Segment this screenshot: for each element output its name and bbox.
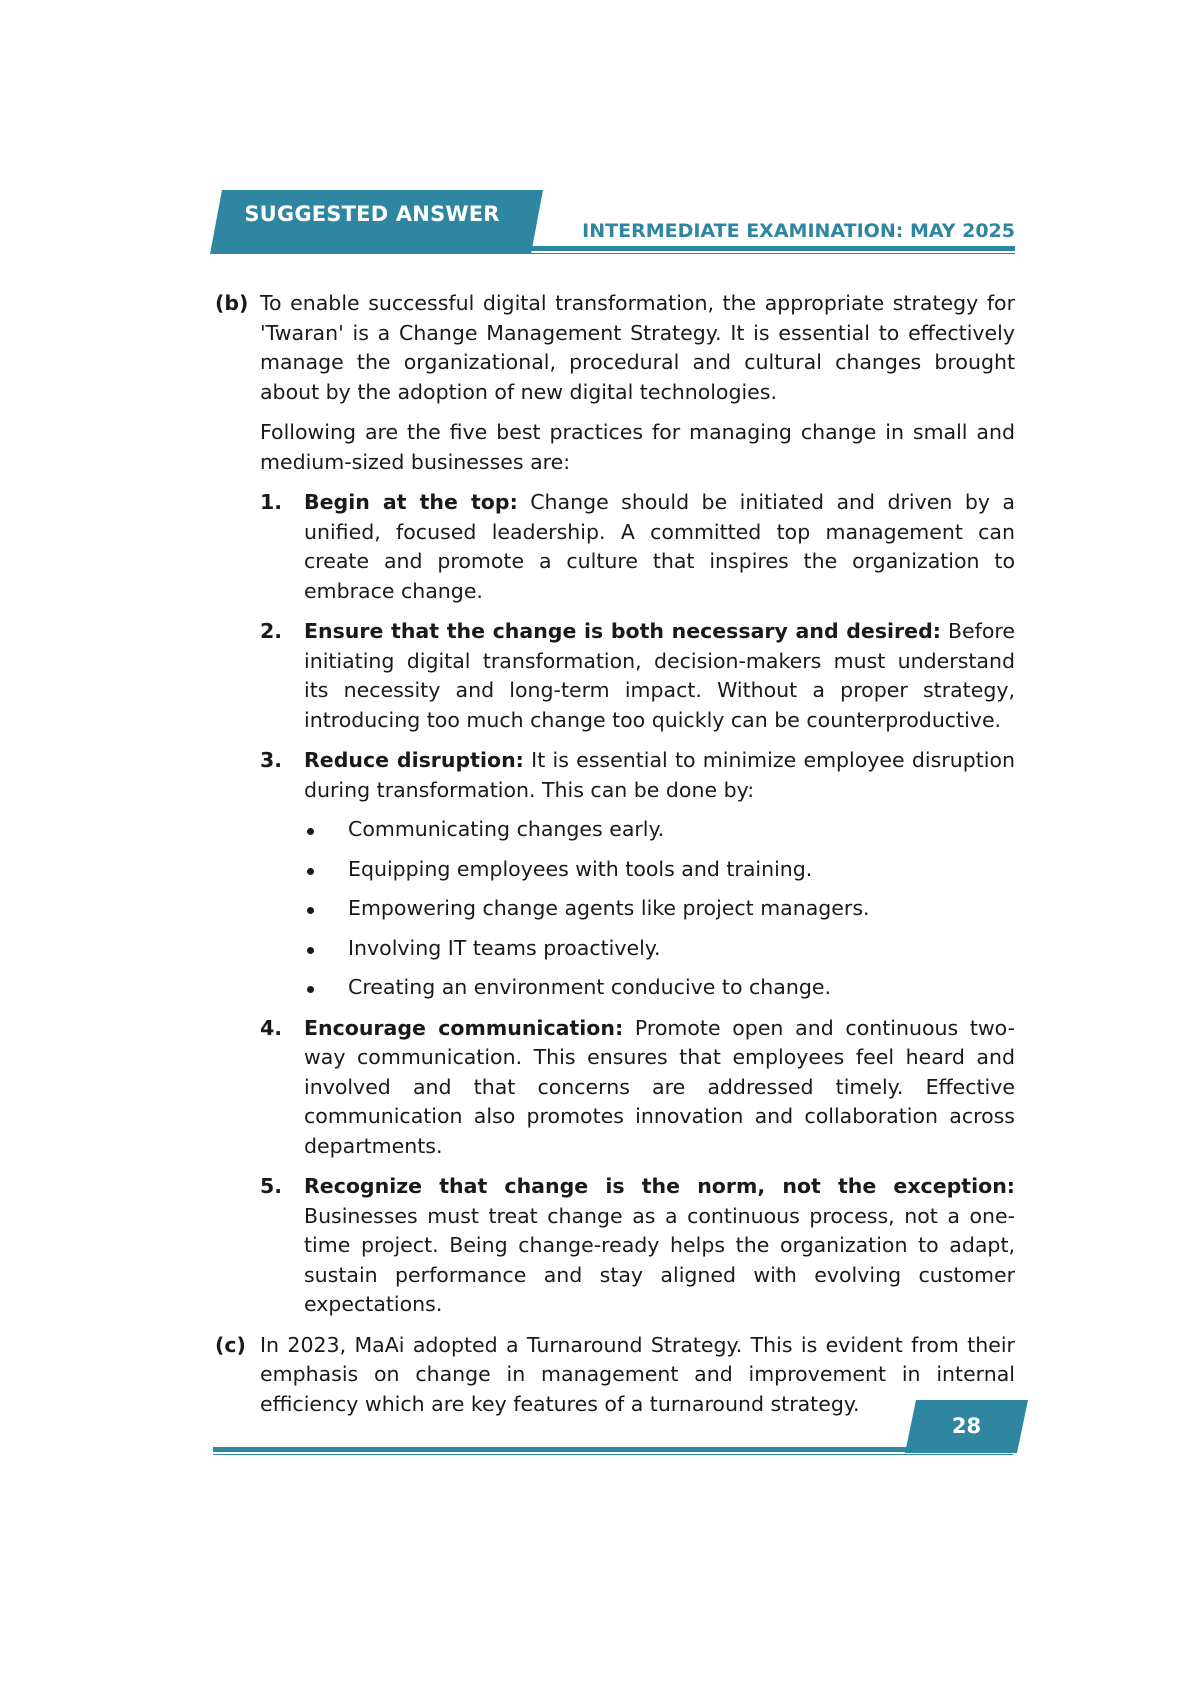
footer-rule-thin [213,1454,1013,1455]
list-item: Equipping employees with tools and training. [304,855,1015,885]
practice-text: It is essential to minimize employee disruption during transformation. This can be done by: [304,748,1015,802]
practice-number: 2. [260,619,283,643]
section-c-text: In 2023, MaAi adopted a Turnaround Strategy. This is evident from their emphasis on change in management and improvement in internal efficiency which are key features of a turnaround strategy. [260,1332,1015,1416]
practice-text: Before initiating digital transformation, decision-makers must understand its necessity and long-term impact. Without a proper strategy, introducing too much change too quickly can be counterproductive. [304,619,1015,732]
bullet-icon [307,907,314,914]
section-b-intro: To enable successful digital transformation, the appropriate strategy for 'Twaran' is a Change Management Strategy. It is essential to effectively manage the organizational, procedural and cultural changes brought about by the adoption of new digital technologies. [260,291,1015,404]
section-b-lead: Following are the five best practices for managing change in small and medium-sized businesses are: [260,420,1015,474]
practice-number: 4. [260,1015,283,1040]
practice-text: Businesses must treat change as a continuous process, not a one-time project. Being change-ready helps the organization to adapt, sustain performance and stay aligned with evolving customer expectations. [304,1203,1015,1316]
list-item: Empowering change agents like project managers. [304,894,1015,924]
practice-number: 3. [260,748,283,772]
bullet-icon [307,828,314,835]
practice-item-4 [260,1014,1015,1162]
page-number: 28 [951,1414,982,1438]
disruption-bullet-list [304,815,1015,1003]
page-footer [213,1400,1028,1460]
practice-title: Encourage communication: [304,1015,624,1040]
practice-item-3 [260,746,1015,1003]
practice-item-2 [260,617,1015,735]
exam-title: INTERMEDIATE EXAMINATION: MAY 2025 [582,220,1015,242]
section-c-label: (c) [215,1332,246,1357]
practice-text: Change should be initiated and driven by a unified, focused leadership. A committed top management can create and promote a culture that inspires the organization to embrace change. [304,490,1015,603]
suggested-answer-label: SUGGESTED ANSWER [244,202,500,226]
practice-title: Recognize that change is the norm, not the exception: [304,1174,1015,1198]
section-b-label: (b) [215,291,249,315]
footer-rule [213,1447,1013,1452]
bullet-icon [307,986,314,993]
practice-title: Ensure that the change is both necessary and desired: [304,619,941,643]
section-b [215,289,1015,1320]
list-item: Involving IT teams proactively. [304,934,1015,964]
header-rule [526,246,1015,251]
practice-title: Reduce disruption: [304,748,524,772]
answer-content [215,289,1015,1430]
practice-item-1 [260,488,1015,606]
practice-title: Begin at the top: [304,490,518,514]
header-rule-thin [526,253,1015,254]
practice-number: 5. [260,1174,283,1198]
page-header [210,190,1015,256]
list-item: Communicating changes early. [304,815,1015,845]
bullet-icon [307,947,314,954]
practice-text: Promote open and continuous two-way communication. This ensures that employees feel heard and involved and that concerns are addressed timely. Effective communication also promotes innovation and collaboration across departments. [304,1015,1016,1158]
bullet-icon [307,868,314,875]
practice-number: 1. [260,490,283,514]
practice-item-5 [260,1172,1015,1320]
list-item: Creating an environment conducive to change. [304,973,1015,1003]
